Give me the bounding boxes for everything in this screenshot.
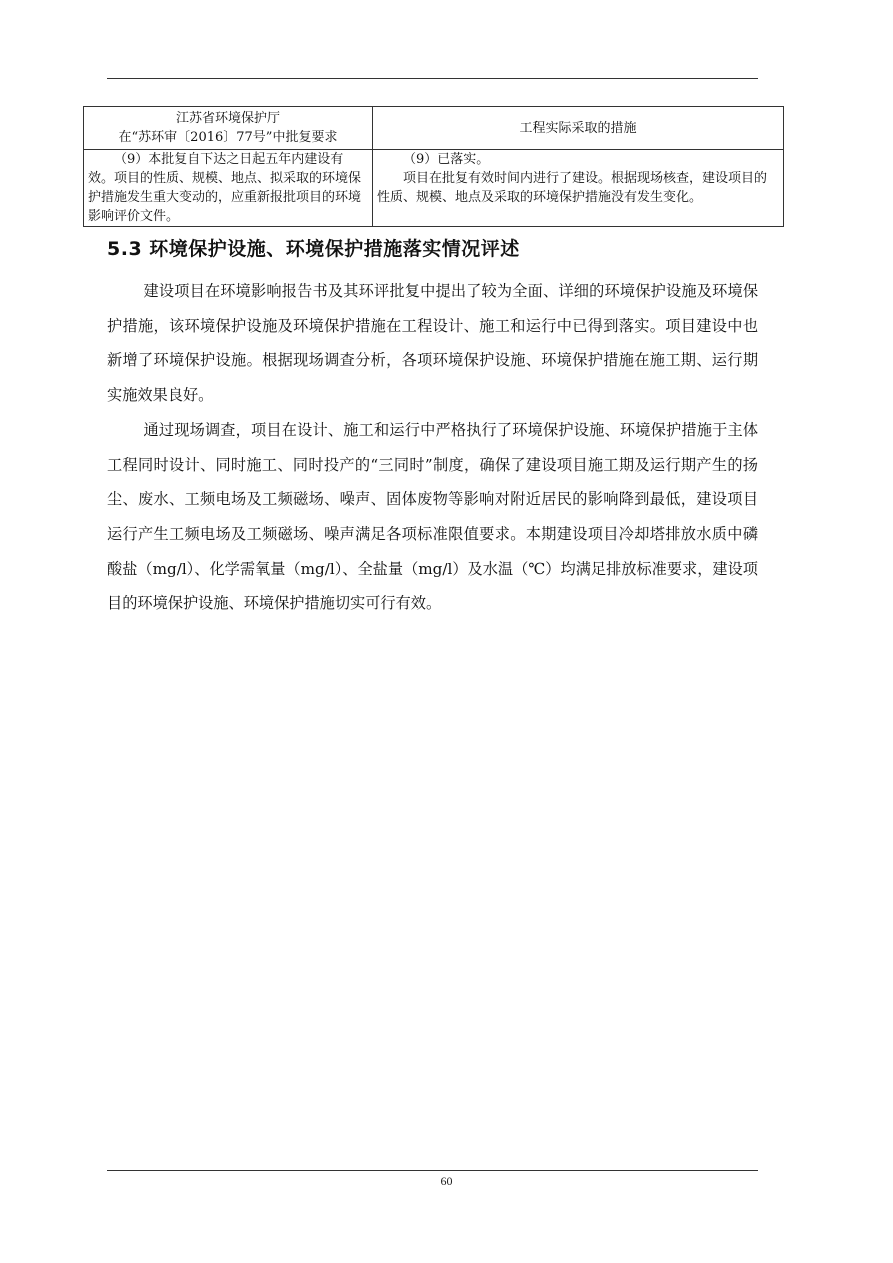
header-rule	[107, 78, 758, 79]
approval-comparison-table	[83, 106, 784, 227]
body-paragraph-2: 通过现场调查，项目在设计、施工和运行中严格执行了环境保护设施、环境保护措施于主体工程同时设计、同时施工、同时投产的“三同时”制度，确保了建设项目施工期及运行期产生的扬尘、废水、工频电场及工频磁场、噪声、固体废物等影响对附近居民的影响降到最低，建设项目运行产生工频电场及工频磁场、噪声满足各项标准限值要求。本期建设项目冷却塔排放水质中磷酸盐（mg/l）、化学需氧量（mg/l）、全盐量（mg/l）及水温（℃）均满足排放标准要求，建设项目的环境保护设施、环境保护措施切实可行有效。	[107, 420, 758, 613]
header-left-line-1: 江苏省环境保护厅	[175, 111, 280, 126]
body-paragraph-1: 建设项目在环境影响报告书及其环评批复中提出了较为全面、详细的环境保护设施及环境保护措施，该环境保护设施及环境保护措施在工程设计、施工和运行中已得到落实。项目建设中也新增了环境保护设施。根据现场调查分析，各项环境保护设施、环境保护措施在施工期、运行期实施效果良好。	[107, 282, 758, 405]
header-cell-actual-measures: 工程实际采取的措施	[373, 107, 784, 150]
header-cell-approval-requirement	[84, 107, 373, 150]
footer-rule	[107, 1170, 758, 1171]
cell-requirement-text: （9）本批复自下达之日起五年内建设有效。项目的性质、规模、地点、拟采取的环境保护措施发生重大变动的，应重新报批项目的环境影响评价文件。	[88, 152, 362, 224]
header-left-line-2: 在“苏环审〔2016〕77号”中批复要求	[118, 130, 338, 145]
cell-measure	[373, 150, 784, 227]
table-header-row	[84, 107, 784, 150]
page-number: 60	[440, 1174, 453, 1188]
section-body	[107, 274, 758, 621]
cell-measure-status: （9）已落实。	[403, 152, 490, 167]
table-row	[84, 150, 784, 227]
cell-measure-detail: 项目在批复有效时间内进行了建设。根据现场核查，建设项目的性质、规模、地点及采取的环境保护措施没有发生变化。	[377, 171, 768, 205]
section-heading: 5.3 环境保护设施、环境保护措施落实情况评述	[107, 238, 520, 260]
cell-requirement	[84, 150, 373, 227]
